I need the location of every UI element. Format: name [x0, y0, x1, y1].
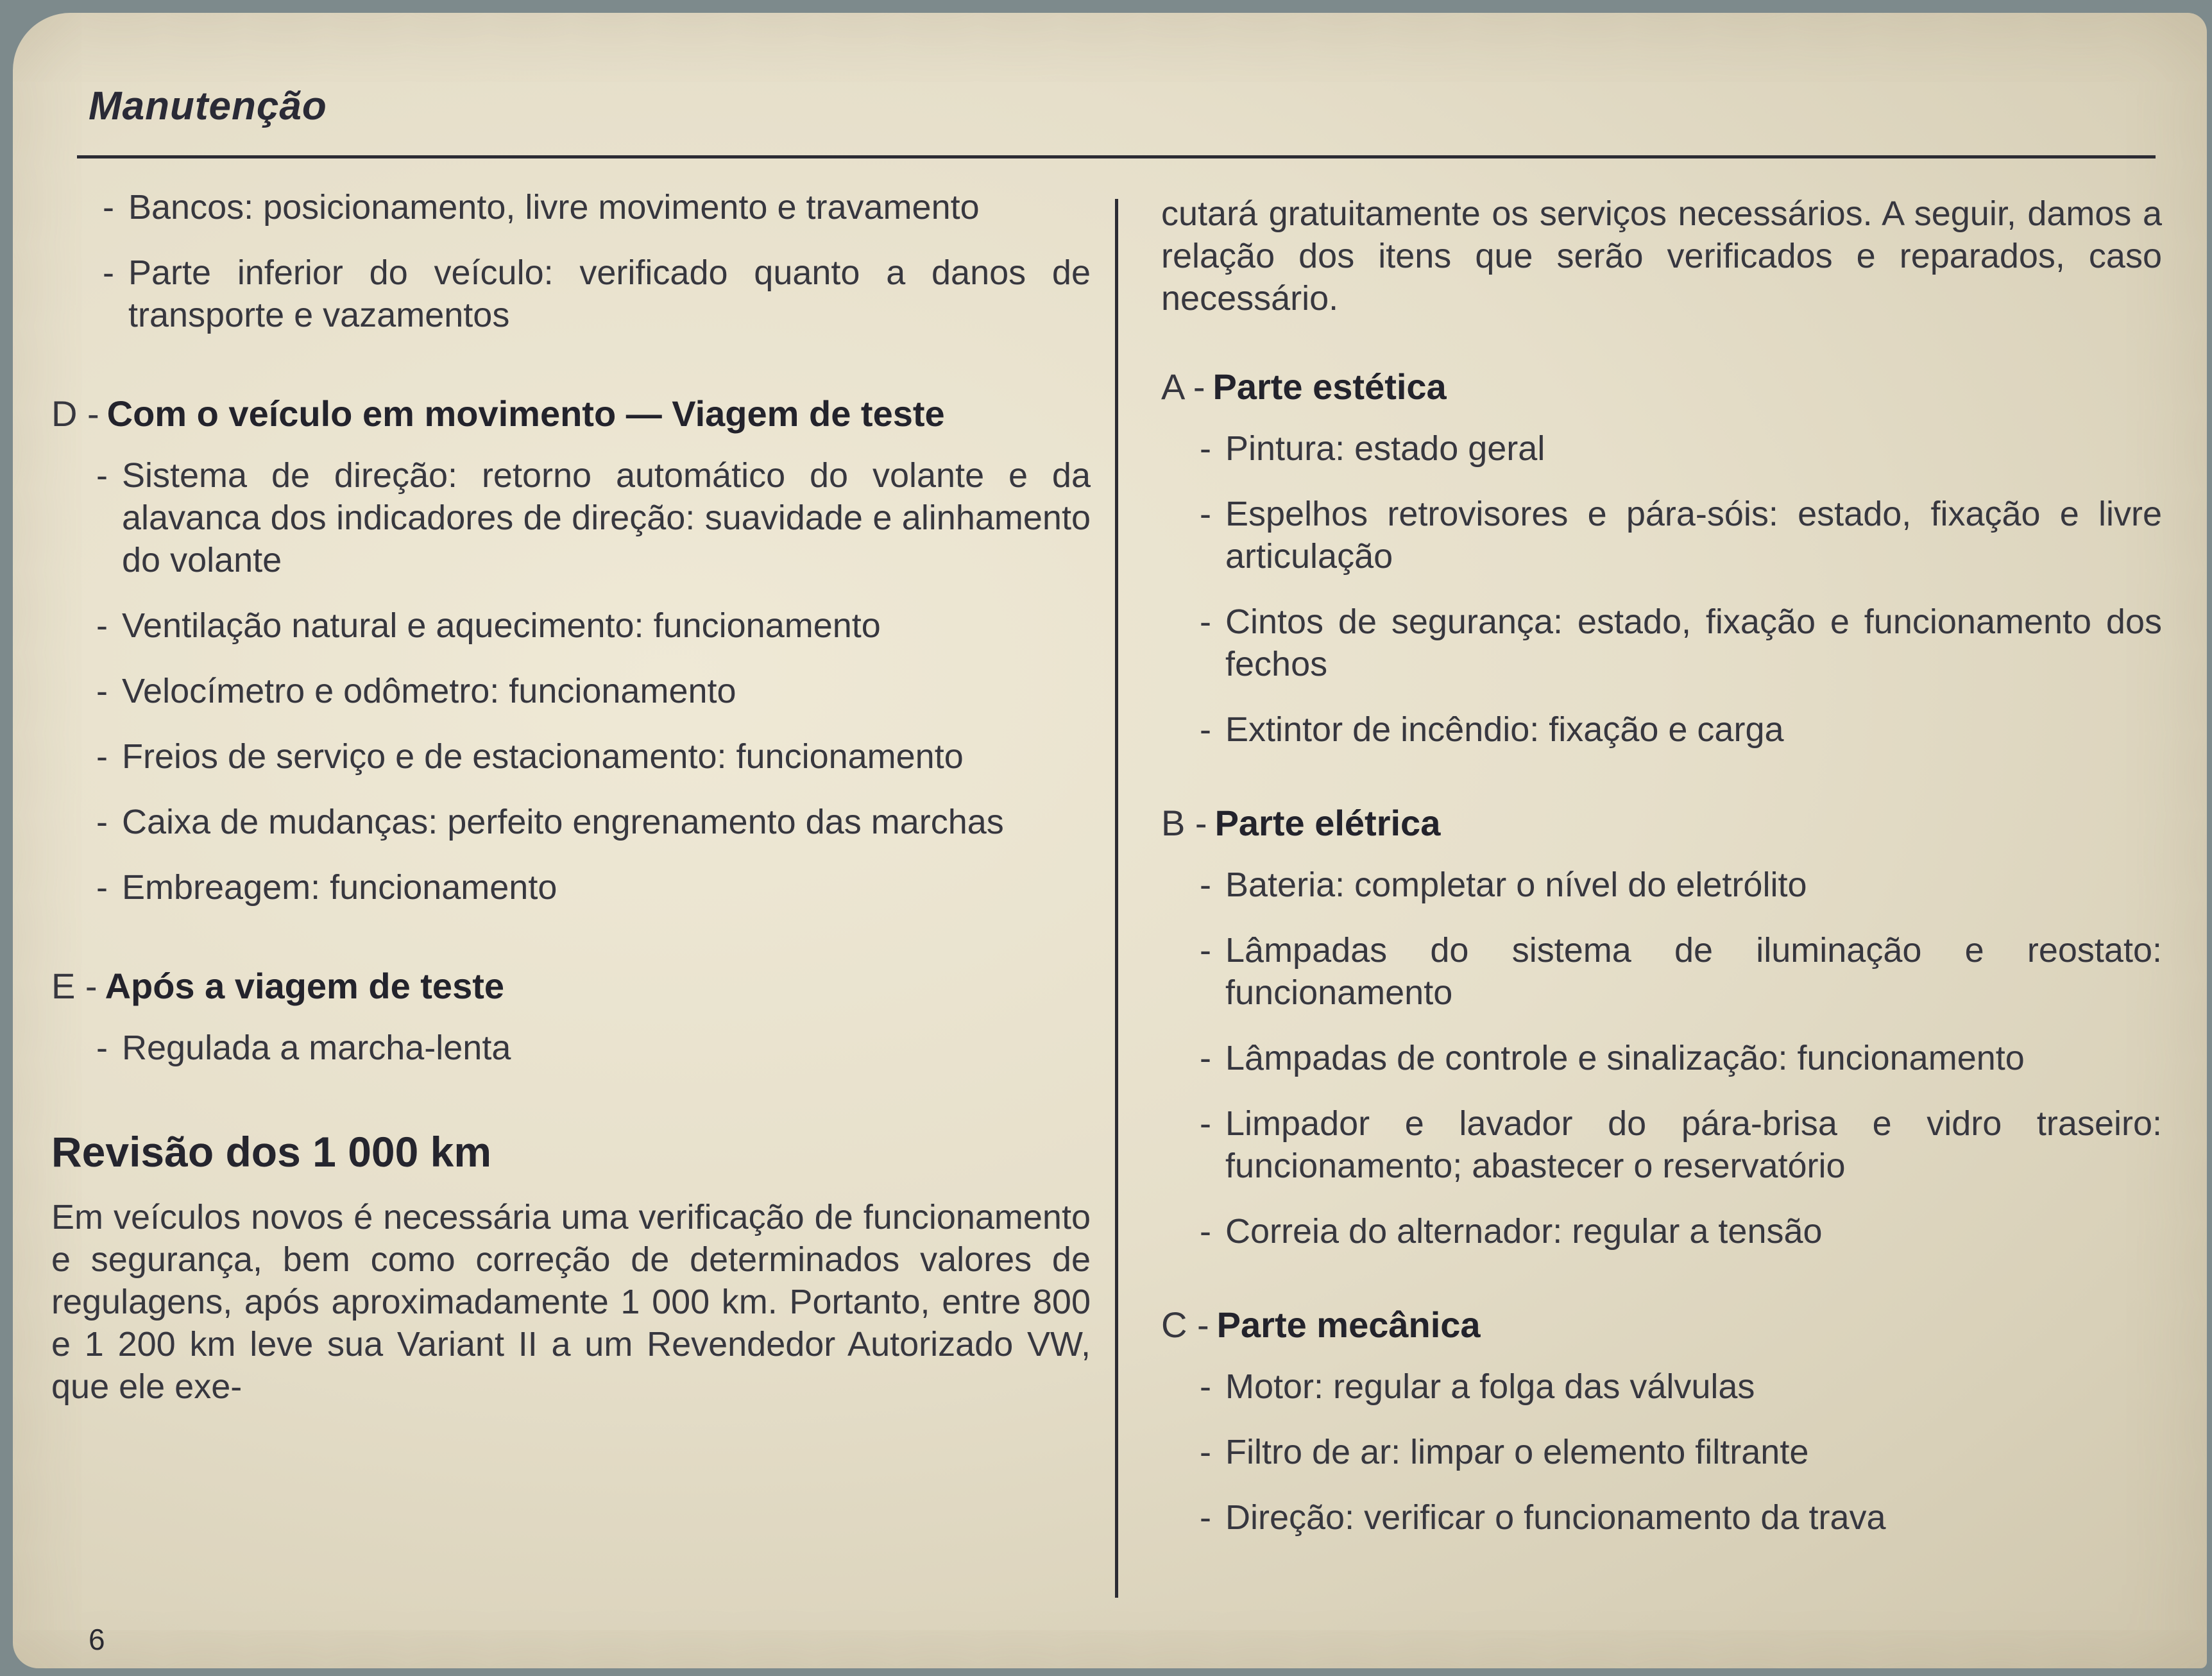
list-item: - Cintos de segurança: estado, fixação e funcionamento dos fechos — [1200, 603, 2162, 683]
revision-paragraph: Em veículos novos é necessária uma verificação de funcionamento e segurança, bem como correção de determinados valores de regulagens, após aproximadamente 1 000 km. Portanto, entre 800 e 1 200 km leve sua Variant II a um Revendedor Autorizado VW, que ele exe- — [51, 1198, 1091, 1406]
list-item: - Bateria: completar o nível do eletrólito — [1200, 866, 1807, 904]
section-d-heading: D - Com o veículo em movimento — Viagem de teste — [51, 393, 945, 434]
list-item: - Extintor de incêndio: fixação e carga — [1200, 710, 1784, 749]
list-item: - Sistema de direção: retorno automático do volante e da alavanca dos indicadores de direção: suavidade e alinhamento do volante — [96, 456, 1091, 579]
manual-page — [13, 13, 2207, 1668]
list-item: - Bancos: posicionamento, livre movimento e travamento — [103, 188, 980, 227]
section-a-heading: A - Parte estética — [1161, 366, 1447, 407]
right-column — [1161, 186, 2162, 1562]
section-c-heading: C - Parte mecânica — [1161, 1304, 1481, 1345]
list-item: - Embreagem: funcionamento — [96, 868, 557, 907]
list-item: - Lâmpadas de controle e sinalização: funcionamento — [1200, 1039, 2025, 1077]
list-item: - Caixa de mudanças: perfeito engrenamento das marchas — [96, 803, 1004, 841]
section-b-heading: B - Parte elétrica — [1161, 803, 1441, 843]
list-item: - Motor: regular a folga das válvulas — [1200, 1367, 1755, 1406]
page-title: Manutenção — [89, 84, 327, 128]
list-item: - Pintura: estado geral — [1200, 429, 1545, 468]
list-item: - Parte inferior do veículo: verificado quanto a danos de transporte e vazamentos — [103, 253, 1091, 334]
list-item: - Correia do alternador: regular a tensão — [1200, 1212, 1823, 1251]
list-item: - Ventilação natural e aquecimento: funcionamento — [96, 606, 881, 645]
section-e-heading: E - Após a viagem de teste — [51, 966, 505, 1006]
list-item: - Lâmpadas do sistema de iluminação e reostato: funcionamento — [1200, 931, 2162, 1012]
header-divider — [77, 155, 2156, 158]
list-item: - Velocímetro e odômetro: funcionamento — [96, 672, 736, 710]
list-item: - Regulada a marcha-lenta — [96, 1029, 511, 1067]
list-item: - Filtro de ar: limpar o elemento filtrante — [1200, 1433, 1809, 1471]
column-divider — [1115, 199, 1118, 1598]
list-item: - Espelhos retrovisores e pára-sóis: estado, fixação e livre articulação — [1200, 495, 2162, 576]
revision-heading: Revisão dos 1 000 km — [51, 1128, 492, 1176]
list-item: - Limpador e lavador do pára-brisa e vidro traseiro: funcionamento; abastecer o reservatório — [1200, 1104, 2162, 1185]
page-number: 6 — [89, 1623, 105, 1656]
list-item: - Freios de serviço e de estacionamento: funcionamento — [96, 737, 964, 776]
intro-paragraph: cutará gratuitamente os serviços necessários. A seguir, damos a relação dos itens que serão verificados e reparados, caso necessário. — [1161, 194, 2162, 318]
left-column — [51, 186, 1091, 1408]
list-item: - Direção: verificar o funcionamento da trava — [1200, 1498, 1886, 1537]
